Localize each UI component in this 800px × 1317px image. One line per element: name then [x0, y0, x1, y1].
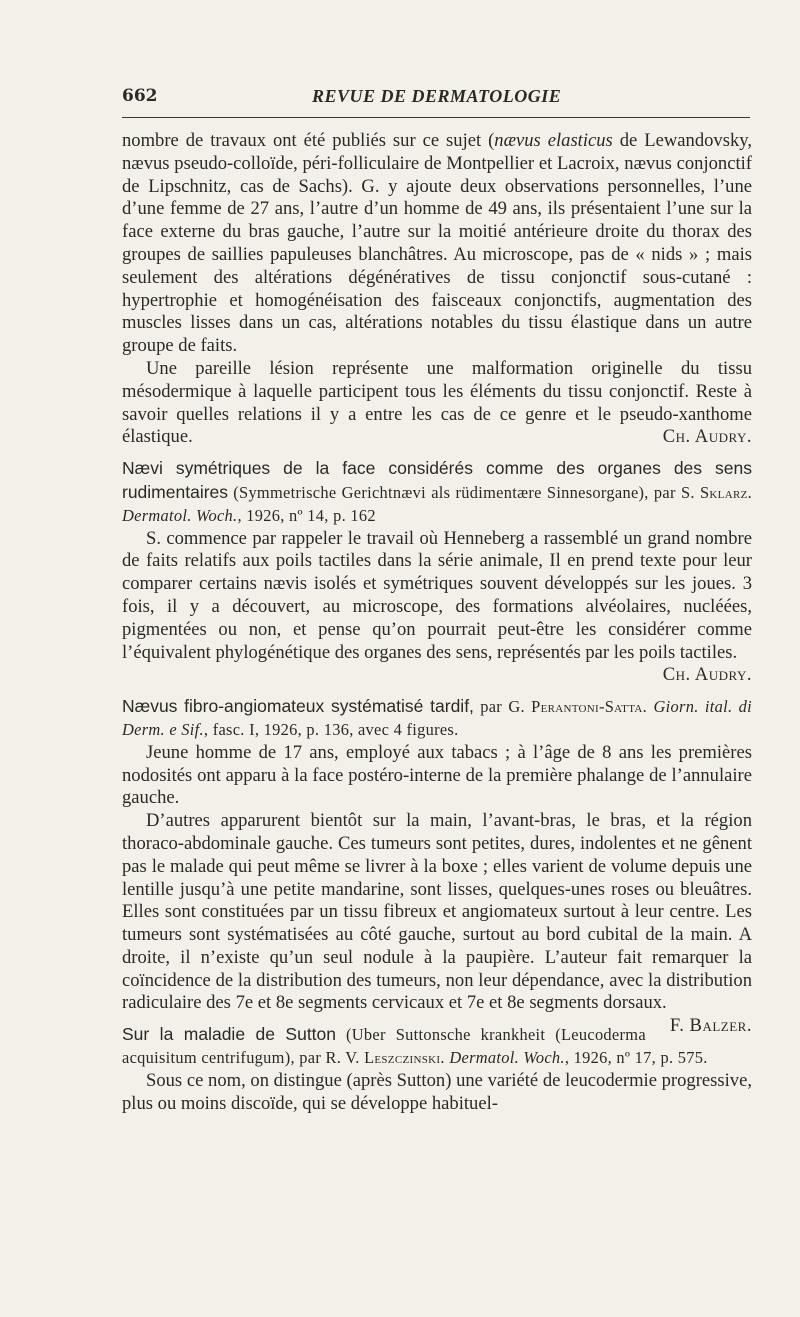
article-heading: Sur la maladie de Sutton (Uber Suttonsche krankheit (Leucoderma acquisitum centrifugum), par R. V. Leszczinski. Dermatol. Woch., 1926, nº 17, p. 575.: [122, 1024, 708, 1068]
article-heading: Nævus fibro-angiomateux systématisé tardif, par G. Perantoni-Satta. Giorn. ital. di Derm. e Sif., fasc. I, 1926, p. 136, avec 4 figures.: [122, 696, 752, 739]
signature: F. Balzer.: [669, 1015, 752, 1037]
page-body: [122, 130, 752, 1115]
article-title: Sur la maladie de Sutton: [122, 1024, 337, 1045]
header-rule: [122, 117, 750, 118]
paragraph: Jeune homme de 17 ans, employé aux tabacs ; à l’âge de 8 ans les premières nodosités ont apparu à la face postéro-interne de la première phalange de l’annulaire gauche.: [122, 741, 752, 809]
article-title: Nævus fibro-angiomateux systématisé tardif,: [122, 696, 474, 717]
signature: Ch. Audry.: [662, 664, 752, 686]
signature: Ch. Audry.: [662, 426, 752, 448]
paragraph: D’autres apparurent bientôt sur la main, l’avant-bras, le bras, et la région thoraco-abdominale gauche. Ces tumeurs sont petites, dures, indolentes et ne gênent pas le malade qui peut même se livrer à la boxe ; elles varient de volume depuis une lentille jusqu’à une petite mandarine, sont lisses, quelques-unes roses ou bleuâtres. Elles sont constituées par un tissu fibreux et angiomateux surtout à leur centre. Les tumeurs sont systématisées au côté gauche, surtout au bord cubital de la main. A droite, il n’existe qu’un seul nodule à la paupière. L’auteur fait remarquer la coïncidence de la distribution des tumeurs, non leur dépendance, avec la distribution radiculaire des 7e et 8e segments cervicaux et 7e et 8e segments dorsaux. F. Balzer.: [122, 810, 752, 1037]
page-number: 662: [122, 86, 158, 106]
paragraph: Sous ce nom, on distingue (après Sutton) une variété de leucodermie progressive, plus ou moins discoïde, qui se développe habituel-: [122, 1069, 752, 1114]
paragraph: S. commence par rappeler le travail où Henneberg a rassemblé un grand nombre de faits relatifs aux poils tactiles dans la série animale, Il en prend texte pour leur comparer certains nævis isolés et symétriques souvent développés sur les joues. 3 fois, il y a découvert, au microscope, des formations alvéolaires, nucléées, pigmentées ou non, et pense qu’on pourrait peut-être les considérer comme l’équivalent phylogénétique des organes des sens, représentés par les poils tactiles.: [122, 527, 752, 663]
paragraph: nombre de travaux ont été publiés sur ce sujet (nævus elasticus de Lewandovsky, nævus pseudo-colloïde, péri-folliculaire de Montpellier et Lacroix, nævus conjonctif de Lipschnitz, cas de Sachs). G. y ajoute deux observations personnelles, l’une d’une femme de 27 ans, l’autre d’un homme de 49 ans, ils présentaient l’une sur la face externe du bras gauche, l’autre sur la moitié antérieure droite du thorax des groupes de saillies papuleuses blanchâtres. Au microscope, pas de « nids » ; mais seulement des altérations dégénératives de tissu conjonctif sous-cutané : hypertrophie et homogénéisation des faisceaux conjonctifs, augmentation des muscles lisses dans un cas, altérations notables du tissu élastique dans un autre groupe de faits.: [122, 130, 752, 357]
article-title: Nævi symétriques de la face considérés comme des organes des sens rudimentaires: [122, 458, 752, 502]
running-title: REVUE DE DERMATOLOGIE: [312, 86, 562, 106]
page-header: [122, 86, 750, 108]
paragraph: Une pareille lésion représente une malformation originelle du tissu mésodermique à laquelle participent tous les éléments du tissu conjonctif. Reste à savoir quelles relations il y a entre les cas de ce genre et le pseudo-xanthome élastique. Ch. Audry.: [122, 357, 752, 448]
article-heading: Nævi symétriques de la face considérés comme des organes des sens rudimentaires (Symmetrische Gerichtnævi als rüdimentære Sinnesorgane), par S. Sklarz. Dermatol. Woch., 1926, nº 14, p. 162: [122, 458, 752, 525]
